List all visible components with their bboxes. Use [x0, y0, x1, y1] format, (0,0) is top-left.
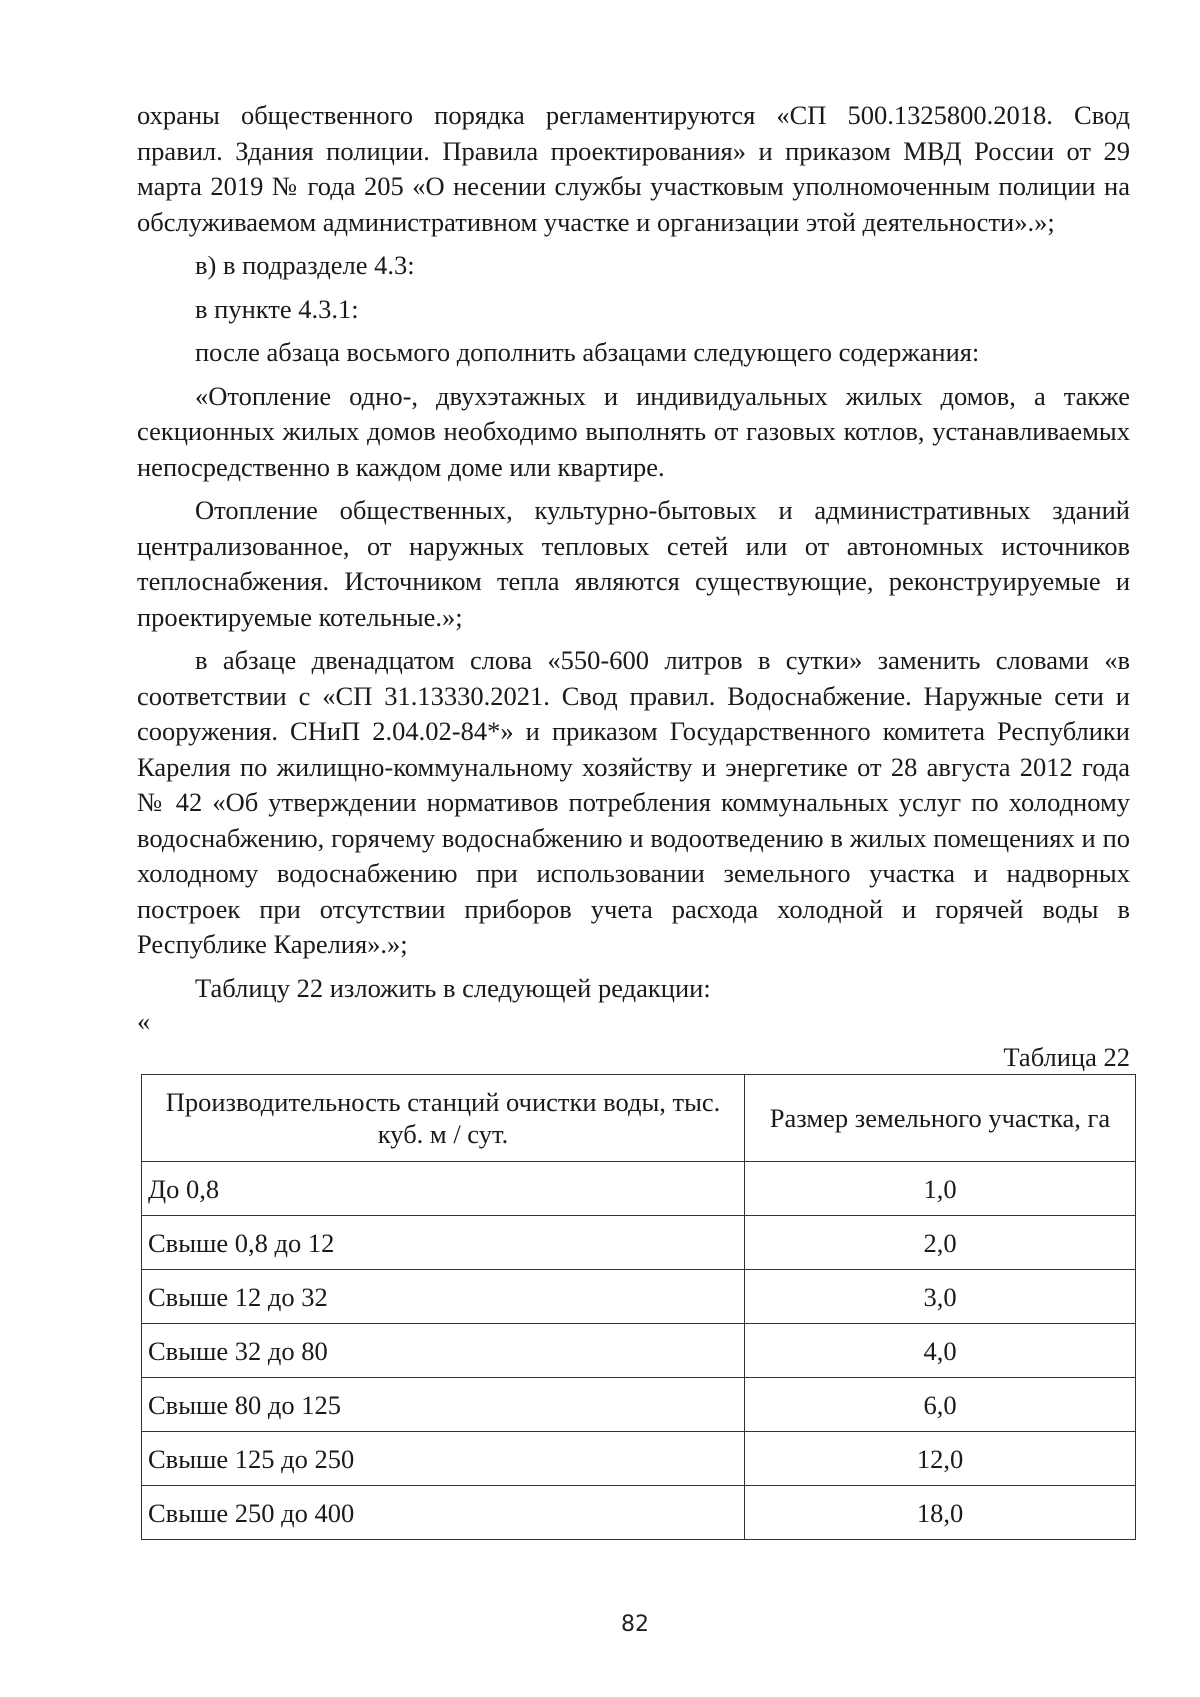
paragraph-heating-public: Отопление общественных, культурно-бытовых и административных зданий централизованное, от наружных тепловых сетей или от автономных источников теплоснабжения. Источником тепла являются существующие, реконструируемые и проектируемые котельные.»; [137, 495, 1130, 632]
table-caption: Таблица 22 [1003, 1042, 1130, 1072]
land-size-cell: 12,0 [745, 1432, 1136, 1486]
capacity-cell: Свыше 125 до 250 [142, 1432, 745, 1486]
paragraph-clause-4-3-1: в пункте 4.3.1: [195, 293, 359, 324]
land-size-cell: 6,0 [745, 1378, 1136, 1432]
capacity-cell: Свыше 0,8 до 12 [142, 1216, 745, 1270]
table-row [142, 1432, 1136, 1486]
land-size-cell: 2,0 [745, 1216, 1136, 1270]
paragraph-add-after-eighth: после абзаца восьмого дополнить абзацами следующего содержания: [195, 337, 980, 367]
land-size-cell: 1,0 [745, 1162, 1136, 1216]
land-size-cell: 4,0 [745, 1324, 1136, 1378]
table-row [142, 1324, 1136, 1378]
capacity-cell: Свыше 80 до 125 [142, 1378, 745, 1432]
table-row [142, 1378, 1136, 1432]
capacity-cell: Свыше 12 до 32 [142, 1270, 745, 1324]
paragraph-water-norms: в абзаце двенадцатом слова «550-600 литров в сутки» заменить словами «в соответствии с «СП 31.13330.2021. Свод правил. Водоснабжение. Наружные сети и сооружения. СНиП 2.04.02-84*» и приказом Государственного комитета Республики Карелия по жилищно-коммунальному хозяйству и энергетике от 28 августа 2012 года № 42 «Об утверждении нормативов потребления коммунальных услуг по холодному водоснабжению, горячему водоснабжению и водоотведению в жилых помещениях и по холодному водоснабжению при использовании земельного участка и надворных построек при отсутствии приборов учета расхода холодной и горячей воды в Республике Карелия».»; [137, 645, 1130, 959]
water-station-table [141, 1074, 1136, 1540]
table-row [142, 1162, 1136, 1216]
land-size-cell: 18,0 [745, 1486, 1136, 1540]
paragraph-subsection-4-3: в) в подразделе 4.3: [195, 250, 415, 280]
table-header-row [142, 1075, 1136, 1162]
header-capacity: Производительность станций очистки воды, тыс. куб. м / сут. [142, 1075, 745, 1162]
document-page [137, 98, 1130, 1540]
capacity-cell: До 0,8 [142, 1162, 745, 1216]
paragraph-police-regulations: охраны общественного порядка регламентируются «СП 500.1325800.2018. Свод правил. Здания полиции. Правила проектирования» и приказом МВД России от 29 марта 2019 № года 205 «О несении службы участковым уполномоченным полиции на обслуживаемом административном участке и организации этой деятельности».»; [137, 100, 1130, 237]
paragraph-table-intro: Таблицу 22 изложить в следующей редакции: [195, 972, 711, 1003]
page-number: 82 [621, 1612, 649, 1637]
paragraph-heating-residential: «Отопление одно-, двухэтажных и индивидуальных жилых домов, а также секционных жилых домов необходимо выполнять от газовых котлов, устанавливаемых непосредственно в каждом доме или квартире. [137, 380, 1130, 482]
table-row [142, 1270, 1136, 1324]
table-row [142, 1486, 1136, 1540]
header-land-size: Размер земельного участка, га [745, 1075, 1136, 1162]
opening-quote-mark: « [137, 1006, 151, 1036]
table-row [142, 1216, 1136, 1270]
capacity-cell: Свыше 250 до 400 [142, 1486, 745, 1540]
land-size-cell: 3,0 [745, 1270, 1136, 1324]
capacity-cell: Свыше 32 до 80 [142, 1324, 745, 1378]
